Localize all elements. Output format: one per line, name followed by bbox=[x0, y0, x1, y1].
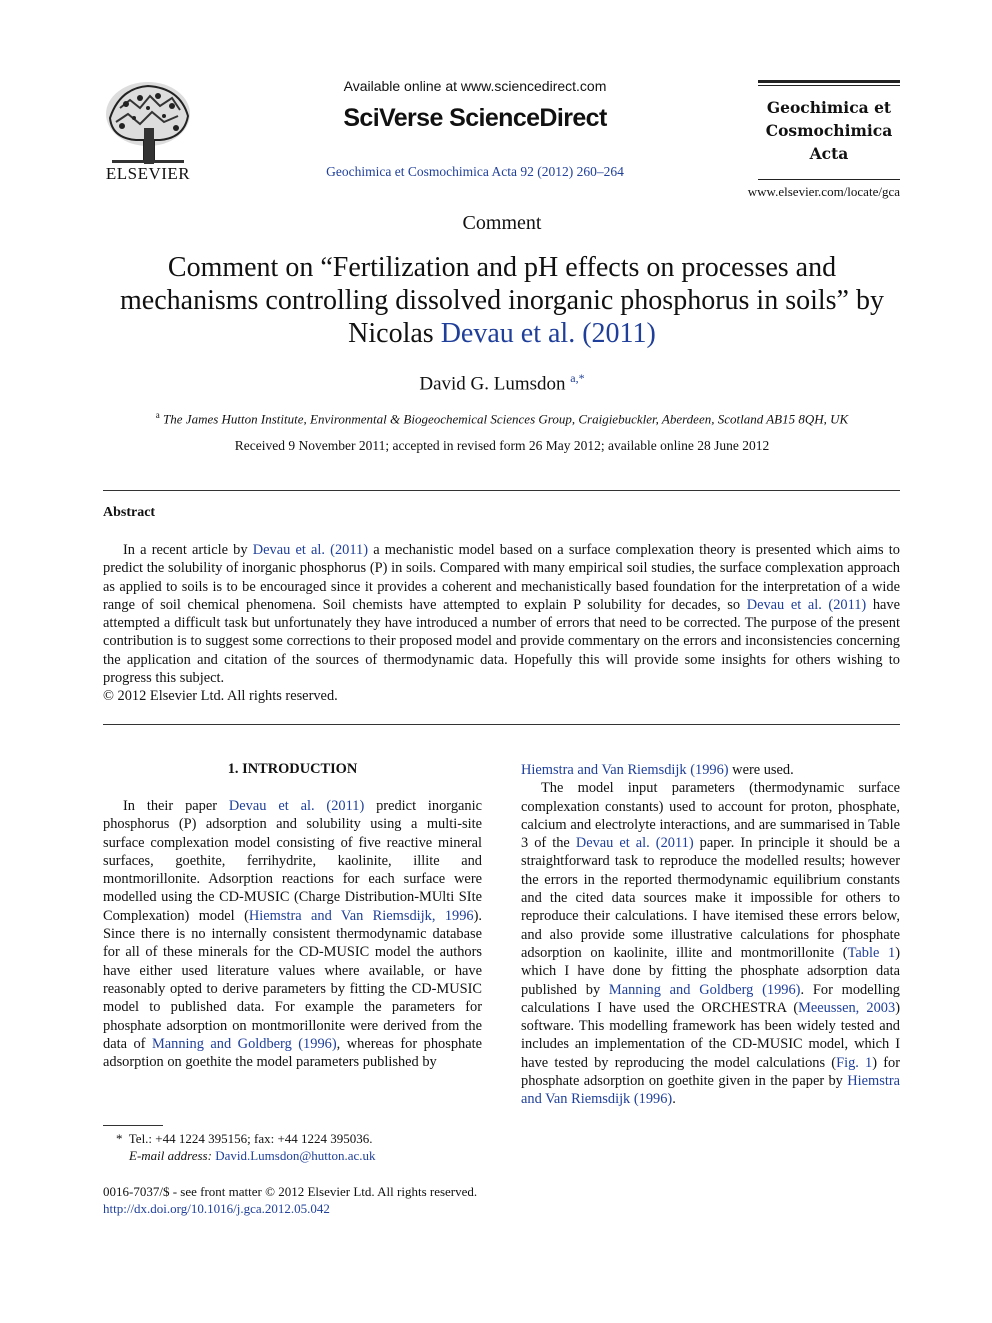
paragraph bbox=[103, 797, 482, 1071]
abstract-text: In a recent article by bbox=[123, 542, 253, 558]
reference-link[interactable]: Devau et al. (2011) bbox=[252, 542, 369, 558]
reference-link[interactable]: Devau et al. (2011) bbox=[228, 798, 365, 814]
paragraph-text: . For modelling calculations I have used the ORCHESTRA ( bbox=[521, 981, 900, 1016]
abstract-text: a mechanistic model based on a surface complexation theory is presented which aims to predict the solubility of inorganic phosphorus (P) in soils. Compared with many empirical soil studies, the surface complexation approach as applied to soils is to be encouraged since it provides a coherent and mechanistically based foundation for the interpretation of a wide range of soil chemical phenomena. Soil chemists have attempted to explain P solubility for decades, so bbox=[103, 542, 900, 613]
reference-link[interactable]: Meeussen, 2003 bbox=[798, 999, 896, 1016]
affiliation-text: The James Hutton Institute, Environmental & Biogeochemical Sciences Group, Craigiebuckler, Aberdeen, Scotland AB15 8QH, UK bbox=[163, 411, 849, 427]
journal-name bbox=[758, 86, 900, 179]
reference-link[interactable]: Devau et al. (2011) bbox=[575, 835, 694, 852]
paragraph-text: predict inorganic phosphorus (P) adsorption and solubility using a multi-site surface complexation model consisting of five reactive mineral surfaces, goethite, ferrihydrite, kaolinite, illite and montmorillonite. Adsorption reactions for each surface were modelled using the CD-MUSIC (Charge Distribution-MUlti SIte Complexation) model ( bbox=[103, 798, 483, 924]
paragraph-text: paper. In principle it should be a straightforward task to reproduce the modelled results; however the errors in the reported thermodynamic equilibrium constants and the cited data sources make it impossible for others to reproduce their calculations. I have itemised these errors below, and also provide some illustrative calculations for phosphate adsorption on kaolinite, illite and montmorillonite ( bbox=[521, 835, 900, 961]
divider bbox=[103, 490, 900, 491]
footnote-phone: Tel.: +44 1224 395156; fax: +44 1224 395036. bbox=[128, 1131, 373, 1146]
title-text: Comment on “Fertilization and pH effects on processes and mechanisms controlling dissolved inorganic phosphorus in soils” by Nicolas bbox=[120, 252, 884, 349]
paragraph-text: ) which I have done by fitting the phosphate adsorption data published by bbox=[521, 944, 900, 998]
email-link[interactable]: David.Lumsdon@hutton.ac.uk bbox=[215, 1148, 376, 1163]
paragraph-text: In their paper bbox=[123, 798, 229, 814]
affiliation bbox=[100, 410, 904, 427]
footnote-divider bbox=[103, 1125, 163, 1126]
table-reference-link[interactable]: Table 1 bbox=[847, 944, 896, 961]
reference-link[interactable]: Devau et al. (2011) bbox=[746, 596, 867, 613]
body-column-left bbox=[103, 797, 482, 1071]
figure-reference-link[interactable]: Fig. 1 bbox=[836, 1054, 873, 1071]
footnote-email bbox=[103, 1148, 483, 1164]
paragraph-text: , whereas for phosphate adsorption on goethite the model parameters published by bbox=[103, 1035, 482, 1071]
reference-link[interactable]: Hiemstra and Van Riemsdijk, 1996 bbox=[248, 907, 474, 924]
reference-link[interactable]: Hiemstra and Van Riemsdijk (1996) bbox=[521, 1073, 900, 1108]
reference-link[interactable]: Hiemstra and Van Riemsdijk (1996) bbox=[521, 762, 729, 778]
section-heading-introduction: 1. INTRODUCTION bbox=[227, 761, 358, 777]
email-label: E-mail address: bbox=[129, 1148, 212, 1163]
paragraph-continued bbox=[521, 761, 900, 779]
journal-citation-link[interactable]: Geochimica et Cosmochimica Acta 92 (2012) 260–264 bbox=[326, 164, 624, 179]
paragraph-text: The model input parameters (thermodynamic surface complexation constants) used to account for proton, phosphate, calcium and electrolyte interactions, and are summarised in Table 3 of the bbox=[521, 780, 900, 852]
issn-line: 0016-7037/$ - see front matter © 2012 Elsevier Ltd. All rights reserved. bbox=[103, 1184, 478, 1199]
paragraph-text: ) for phosphate adsorption on goethite given in the paper by bbox=[521, 1054, 901, 1090]
reference-link[interactable]: Manning and Goldberg (1996) bbox=[608, 981, 801, 998]
journal-name-box bbox=[758, 80, 900, 180]
body-column-right bbox=[521, 761, 900, 1109]
footnote-contact bbox=[103, 1131, 483, 1147]
footnote-marker: * bbox=[116, 1131, 123, 1146]
journal-name-line: Acta bbox=[809, 144, 849, 163]
journal-name-line: Cosmochimica bbox=[765, 121, 893, 140]
available-online-text: Available online at www.sciencedirect.com bbox=[343, 78, 607, 94]
reference-link[interactable]: Manning and Goldberg (1996) bbox=[151, 1035, 337, 1052]
author-affiliation-marker[interactable]: a,* bbox=[570, 371, 585, 385]
paragraph-text: . bbox=[672, 1091, 676, 1108]
paragraph-text: ). Since there is no internally consistent thermodynamic database for all of these minerals for the CD-MUSIC model the authors have either used literature values where available, or have reasonably opted to derive parameters by fitting the CD-MUSIC model to published data. For example the parameters for phosphate adsorption on montmorillonite were derived from the data of bbox=[103, 907, 482, 1052]
author-line bbox=[0, 371, 992, 395]
affiliation-marker: a bbox=[155, 410, 160, 420]
platform-name: SciVerse ScienceDirect bbox=[343, 104, 607, 132]
article-title bbox=[100, 251, 904, 350]
abstract-copyright: © 2012 Elsevier Ltd. All rights reserved. bbox=[103, 688, 338, 705]
paragraph-text: were used. bbox=[728, 762, 794, 778]
journal-url-link[interactable]: www.elsevier.com/locate/gca bbox=[747, 184, 900, 199]
author-name: David G. Lumsdon bbox=[419, 373, 566, 395]
received-dates: Received 9 November 2011; accepted in revised form 26 May 2012; available online 28 June 2012 bbox=[234, 438, 770, 453]
title-reference-link[interactable]: Devau et al. (2011) bbox=[440, 318, 656, 349]
paragraph bbox=[521, 779, 900, 1108]
article-type-label: Comment bbox=[462, 212, 542, 234]
divider bbox=[103, 724, 900, 725]
publisher-wordmark: ELSEVIER bbox=[105, 164, 191, 183]
abstract-body bbox=[103, 541, 900, 706]
abstract-heading: Abstract bbox=[103, 505, 156, 520]
doi-link[interactable]: http://dx.doi.org/10.1016/j.gca.2012.05.042 bbox=[103, 1201, 330, 1216]
abstract-text: have attempted a difficult task but unfortunately they have introduced a number of errors that need to be corrected. The purpose of the present contribution is to suggest some corrections to their proposed model and provide commentary on the errors and inconsistencies concerning the application and citation of the sources of thermodynamic data. Hopefully this will provide some insights for others wishing to progress this subject. bbox=[103, 596, 900, 687]
paragraph-text: ) software. This modelling framework has been widely tested and includes an implementation of the CD-MUSIC model, which I have tested by reproducing the model calculations ( bbox=[521, 999, 900, 1071]
journal-name-line: Geochimica et bbox=[766, 98, 892, 117]
